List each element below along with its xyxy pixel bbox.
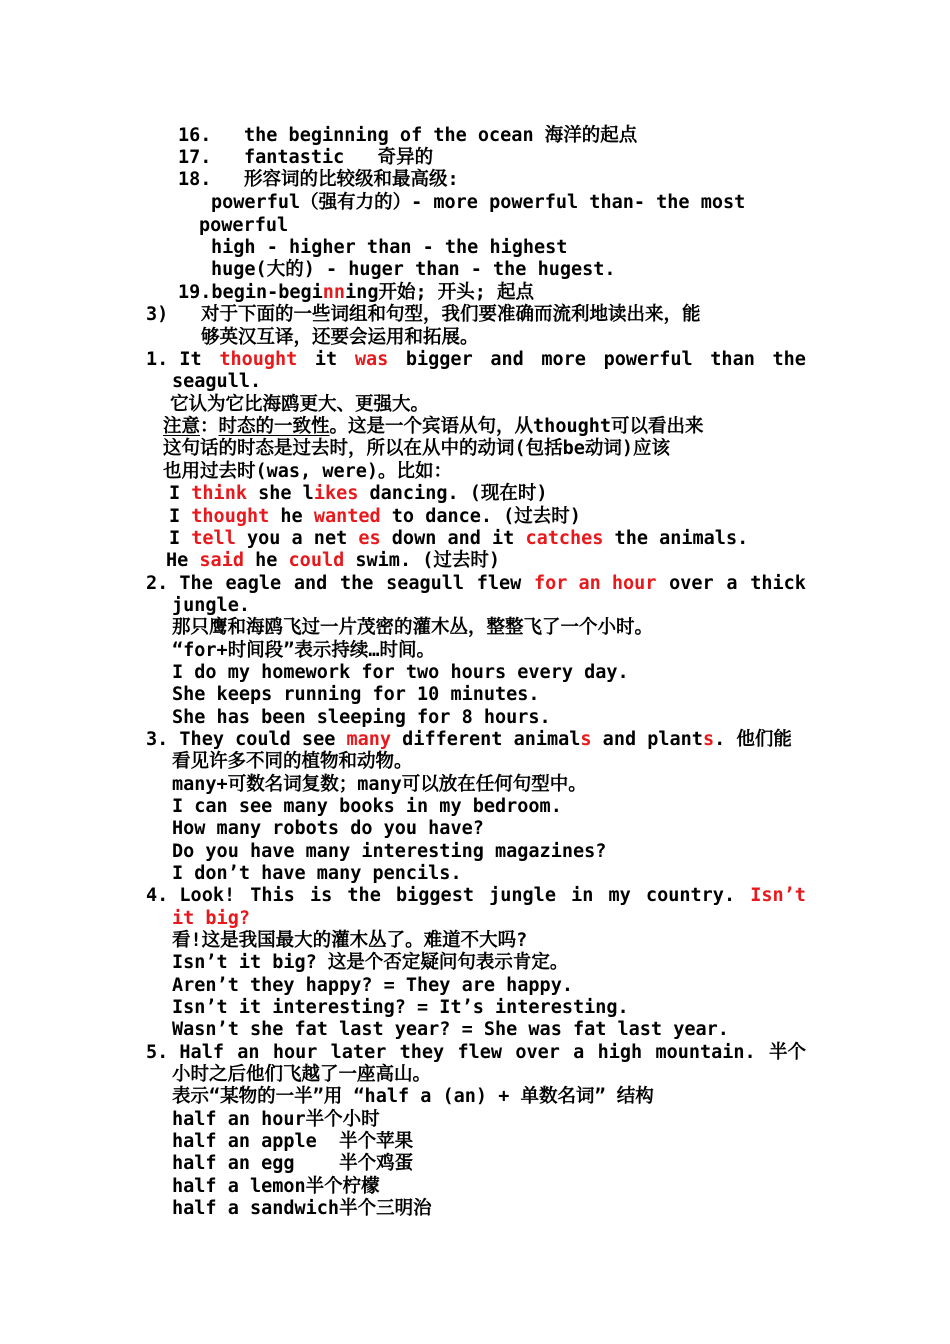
word: a bbox=[573, 1042, 585, 1063]
highlight-letter: s bbox=[702, 729, 715, 750]
word: over bbox=[669, 573, 714, 594]
word: powerful bbox=[603, 349, 693, 370]
sentence-5-cont: 小时之后他们飞越了一座高山。 bbox=[172, 1064, 432, 1085]
sentence-4-cont: it big? bbox=[172, 908, 250, 929]
example-5-3: half an egg 半个鸡蛋 bbox=[172, 1153, 414, 1174]
underlined-text: 注意 bbox=[163, 416, 201, 437]
word: an bbox=[237, 1042, 260, 1063]
word: than bbox=[710, 349, 755, 370]
comparison-high: high - higher than - the highest bbox=[211, 237, 568, 258]
example-5-5: half a sandwich半个三明治 bbox=[172, 1198, 432, 1219]
example-5-1: half an hour半个小时 bbox=[172, 1109, 380, 1130]
text: I bbox=[169, 528, 192, 549]
sentence-3 bbox=[146, 729, 792, 751]
highlight-word: wanted bbox=[313, 506, 381, 527]
highlight-word: many bbox=[346, 729, 392, 750]
text: I bbox=[169, 506, 192, 527]
underlined-text: 时态的一致性 bbox=[218, 416, 330, 437]
vocab-text-16: the beginning of the ocean 海洋的起点 bbox=[244, 125, 638, 146]
vocab-item-18: 18. bbox=[178, 169, 212, 190]
word: they bbox=[399, 1042, 445, 1063]
sentence-2 bbox=[146, 573, 806, 595]
text: ing开始; 开头; 起点 bbox=[345, 282, 535, 303]
text: she l bbox=[246, 483, 314, 504]
word: and bbox=[293, 573, 328, 594]
sentence-4 bbox=[146, 885, 806, 907]
example-4-3: Wasn’t she fat last year? = She was fat last year. bbox=[172, 1019, 729, 1040]
highlight-text: nn bbox=[322, 282, 346, 303]
note-3: many+可数名词复数；many可以放在任何句型中。 bbox=[172, 774, 587, 795]
word: biggest bbox=[396, 885, 474, 906]
example-3 bbox=[169, 528, 748, 550]
sentence-1-translation: 它认为它比海鸥更大、更强大。 bbox=[170, 394, 430, 415]
word: eagle bbox=[225, 573, 282, 594]
highlight-word: Isn’t bbox=[750, 885, 806, 906]
highlight-phrase: for an hour bbox=[533, 573, 657, 594]
example-5-2: half an apple 半个苹果 bbox=[172, 1131, 414, 1152]
example-3-2: How many robots do you have? bbox=[172, 818, 484, 839]
word: a bbox=[726, 573, 738, 594]
text: the animals. bbox=[603, 528, 749, 549]
text: dancing. (现在时) bbox=[358, 483, 548, 504]
sentence-1-cont: seagull. bbox=[172, 371, 262, 392]
example-3-1: I can see many books in my bedroom. bbox=[172, 796, 562, 817]
vocab-text-17: fantastic 奇异的 bbox=[244, 147, 434, 168]
word: high bbox=[597, 1042, 643, 1063]
example-1 bbox=[169, 483, 548, 505]
vocab-item-17: 17. bbox=[178, 147, 212, 168]
word: country. bbox=[645, 885, 736, 906]
example-3-4: I don’t have many pencils. bbox=[172, 863, 462, 884]
example-4-2: Isn’t it interesting? = It’s interesting. bbox=[172, 997, 629, 1018]
highlight-word: thought bbox=[191, 506, 270, 527]
sentence-1 bbox=[146, 349, 806, 371]
example-5-4: half a lemon半个柠檬 bbox=[172, 1176, 380, 1197]
highlight-word: es bbox=[358, 528, 381, 549]
word: flew bbox=[476, 573, 522, 594]
comparison-huge: huge(大的) - huger than - the hugest. bbox=[211, 259, 616, 280]
word: 半个 bbox=[768, 1042, 806, 1063]
word: and bbox=[490, 349, 524, 370]
text: different animal bbox=[391, 729, 581, 750]
text: and plant bbox=[591, 729, 703, 750]
word: mountain. bbox=[655, 1042, 756, 1063]
vocab-text-18: 形容词的比较级和最高级: bbox=[244, 169, 459, 190]
highlight-word: was bbox=[354, 349, 389, 370]
text: he bbox=[269, 506, 314, 527]
text: ： bbox=[200, 416, 219, 437]
section-intro: 对于下面的一些词组和句型，我们要准确而流利地读出来，能 bbox=[201, 304, 701, 325]
word: flew bbox=[457, 1042, 503, 1063]
word: 4. Look! bbox=[146, 885, 236, 906]
vocab-item-16 bbox=[178, 125, 211, 147]
word: thick bbox=[750, 573, 806, 594]
word: bigger bbox=[405, 349, 473, 370]
sentence-3-cont: 看见许多不同的植物和动物。 bbox=[172, 751, 413, 772]
item-number: 16. bbox=[178, 125, 212, 146]
highlight-word: catches bbox=[525, 528, 604, 549]
example-2-3: She has been sleeping for 8 hours. bbox=[172, 707, 551, 728]
word: 1. It bbox=[146, 349, 202, 370]
word: seagull bbox=[386, 573, 465, 594]
word: 2. The bbox=[146, 573, 213, 594]
sentence-2-translation: 那只鹰和海鸥飞过一片茂密的灌木丛，整整飞了一个小时。 bbox=[172, 617, 654, 638]
note-5: 表示“某物的一半”用 “half a (an) + 单数名词” 结构 bbox=[172, 1086, 654, 1107]
highlight-word: thought bbox=[219, 349, 298, 370]
text: he bbox=[243, 550, 289, 571]
note-1-line3: 也用过去时(was, were)。比如： bbox=[163, 461, 453, 482]
note-1 bbox=[163, 416, 704, 438]
word: it bbox=[314, 349, 338, 370]
highlight-letter: s bbox=[580, 729, 592, 750]
word: jungle bbox=[489, 885, 556, 906]
comparison-powerful: powerful（强有力的）- more powerful than- the most bbox=[211, 192, 746, 213]
example-2-2: She keeps running for 10 minutes. bbox=[172, 684, 540, 705]
text: you a net bbox=[235, 528, 359, 549]
word: the bbox=[339, 573, 374, 594]
text: to dance. (过去时) bbox=[380, 506, 581, 527]
sentence-5 bbox=[146, 1042, 806, 1064]
text: down and it bbox=[380, 528, 526, 549]
text: 19.begin-begi bbox=[178, 282, 323, 303]
highlight-word: think bbox=[191, 483, 247, 504]
word: the bbox=[772, 349, 806, 370]
word: This bbox=[250, 885, 295, 906]
word: in bbox=[571, 885, 594, 906]
note-2: “for+时间段”表示持续…时间。 bbox=[172, 640, 435, 661]
word: is bbox=[309, 885, 333, 906]
highlight-word: said bbox=[199, 550, 244, 571]
sentence-2-cont: jungle. bbox=[172, 595, 250, 616]
sentence-4-translation: 看!这是我国最大的灌木丛了。难道不大吗? bbox=[172, 930, 528, 951]
text: I bbox=[169, 483, 192, 504]
word: my bbox=[608, 885, 631, 906]
text: 3. They could see bbox=[146, 729, 347, 750]
text: swim. (过去时) bbox=[344, 550, 500, 571]
word: later bbox=[330, 1042, 387, 1063]
word: the bbox=[347, 885, 381, 906]
comparison-powerful-cont: powerful bbox=[199, 215, 289, 236]
highlight-word: ikes bbox=[313, 483, 359, 504]
example-3-3: Do you have many interesting magazines? bbox=[172, 841, 607, 862]
vocab-item-19 bbox=[178, 282, 534, 304]
note-1-line2: 这句话的时态是过去时，所以在从中的动词(包括be动词)应该 bbox=[163, 438, 671, 459]
highlight-word: could bbox=[288, 550, 345, 571]
highlight-word: tell bbox=[191, 528, 236, 549]
section-intro-cont: 够英汉互译，还要会运用和拓展。 bbox=[201, 327, 479, 348]
word: over bbox=[515, 1042, 560, 1063]
example-2 bbox=[169, 506, 581, 528]
word: more bbox=[541, 349, 586, 370]
text: He bbox=[166, 550, 200, 571]
text: 。这是一个宾语从句，从thought可以看出来 bbox=[329, 416, 704, 437]
example-4-1: Aren’t they happy? = They are happy. bbox=[172, 975, 573, 996]
example-2-1: I do my homework for two hours every day. bbox=[172, 662, 629, 683]
note-4: Isn’t it big? 这是个否定疑问句表示肯定。 bbox=[172, 952, 569, 973]
word: hour bbox=[272, 1042, 318, 1063]
example-4 bbox=[166, 550, 500, 572]
text: . 他们能 bbox=[714, 729, 792, 750]
word: 5. Half bbox=[146, 1042, 224, 1063]
section-number: 3) bbox=[146, 304, 169, 325]
